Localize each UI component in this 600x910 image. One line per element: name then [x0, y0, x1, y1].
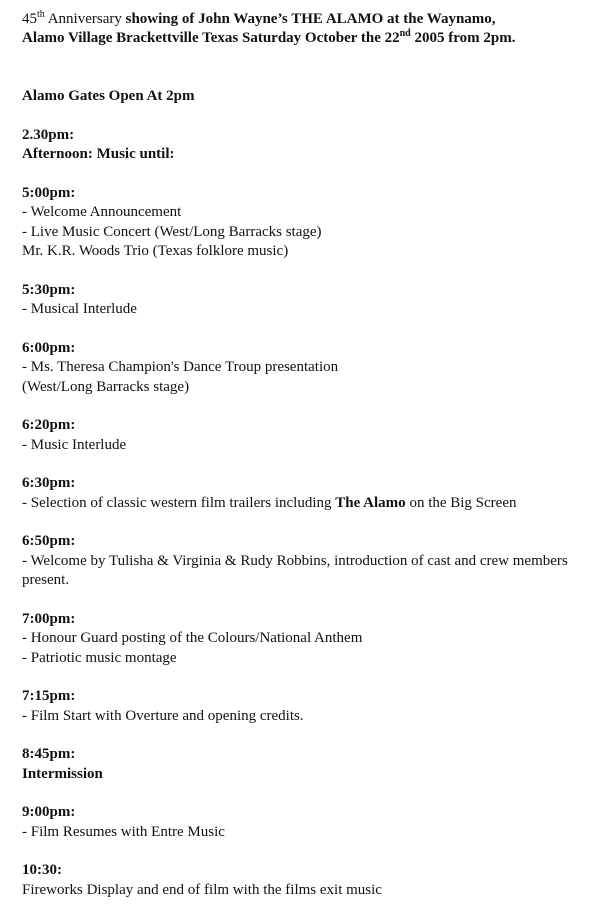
schedule-line: Mr. K.R. Woods Trio (Texas folklore music) [22, 243, 289, 259]
schedule-line: - Welcome by Tulisha & Virginia & Rudy Robbins, introduction of cast and crew members present. [22, 552, 568, 588]
schedule-item-0900 [22, 803, 590, 842]
schedule-line: - Welcome Announcement [22, 204, 182, 220]
schedule-time: 10:30: [22, 862, 62, 878]
schedule-time: 6:30pm: [22, 475, 76, 491]
schedule-time: 5:00pm: [22, 184, 76, 201]
schedule-item-0715 [22, 687, 590, 726]
schedule-item-0230 [22, 126, 590, 165]
schedule-time: 7:15pm: [22, 688, 76, 704]
film-title-emphasis: The Alamo [335, 494, 406, 511]
schedule-item-1030 [22, 861, 590, 900]
schedule-item-0620 [22, 416, 590, 455]
schedule-line: - Live Music Concert (West/Long Barracks stage) [22, 223, 322, 240]
schedule-time: 7:00pm: [22, 610, 76, 627]
schedule-item-0650 [22, 532, 590, 591]
schedule-line: - Honour Guard posting of the Colours/National Anthem [22, 630, 363, 646]
schedule-item-0845 [22, 745, 590, 784]
schedule-line: - Music Interlude [22, 436, 127, 453]
schedule-item-0500 [22, 184, 590, 262]
schedule-line: - Musical Interlude [22, 301, 137, 317]
schedule-time: 6:50pm: [22, 533, 76, 549]
schedule-item-0700 [22, 610, 590, 669]
schedule-note: Intermission [22, 765, 103, 782]
title-line-1: 45th Anniversary showing of John Wayne’s THE ALAMO at the Waynamo, [22, 9, 496, 27]
document-title [22, 10, 590, 48]
title-line-2: Alamo Village Brackettville Texas Saturday October the 22nd 2005 from 2pm. [22, 28, 516, 46]
schedule-time: 9:00pm: [22, 804, 76, 820]
schedule-time: 5:30pm: [22, 281, 76, 298]
schedule-item-0530 [22, 281, 590, 320]
gates-open-heading: Alamo Gates Open At 2pm [22, 88, 195, 104]
schedule-item-0630 [22, 474, 590, 513]
schedule-note: Afternoon: Music until: [22, 146, 175, 162]
schedule-time: 2.30pm: [22, 126, 75, 143]
schedule-line: Fireworks Display and end of film with the films exit music [22, 881, 382, 898]
schedule-time: 6:20pm: [22, 417, 76, 433]
schedule-line: - Ms. Theresa Champion's Dance Troup presentation [22, 359, 339, 375]
schedule-item-0600 [22, 339, 590, 398]
schedule-line: (West/Long Barracks stage) [22, 378, 190, 395]
schedule-line: - Selection of classic western film trailers including The Alamo on the Big Screen [22, 494, 517, 511]
schedule-line: - Film Start with Overture and opening credits. [22, 707, 304, 724]
schedule-time: 6:00pm: [22, 339, 76, 356]
schedule-time: 8:45pm: [22, 746, 76, 762]
schedule-line: - Film Resumes with Entre Music [22, 823, 225, 840]
schedule-line: - Patriotic music montage [22, 649, 177, 666]
